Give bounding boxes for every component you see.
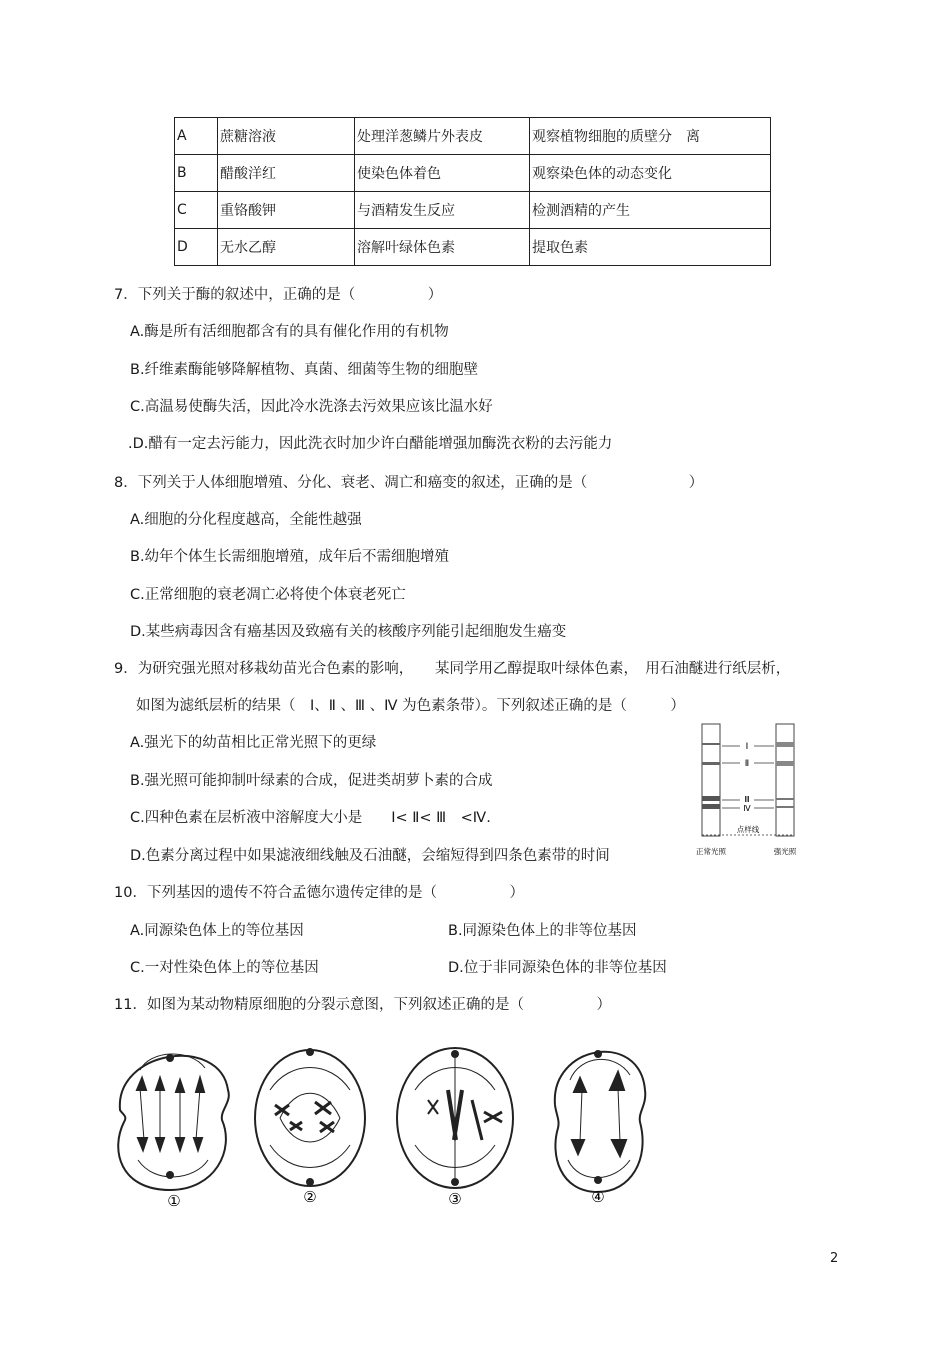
band-label-2: Ⅱ	[744, 759, 750, 769]
question-7-stem: 7．下列关于酶的叙述中，正确的是（ ）	[114, 287, 443, 303]
origin-line-label: 点样线	[736, 825, 760, 834]
table-cell: 与酒精发生反应	[355, 192, 530, 229]
question-10-option-a: A.同源染色体上的等位基因	[130, 923, 304, 939]
question-7-option-b: B.纤维素酶能够降解植物、真菌、细菌等生物的细胞壁	[130, 362, 479, 378]
cell-division-figure	[110, 1030, 650, 1210]
question-9-stem-line1: 9．为研究强光照对移栽幼苗光合色素的影响， 某同学用乙醇提取叶绿体色素， 用石油醚进行纸层析，	[114, 661, 791, 677]
question-7-option-a: A.酶是所有活细胞都含有的具有催化作用的有机物	[130, 324, 449, 340]
page-number: 2	[830, 1251, 839, 1266]
table-row	[175, 118, 771, 155]
question-7-option-d: .D.醋有一定去污能力，因此洗衣时加少许白醋能增强加酶洗衣粉的去污能力	[128, 436, 613, 452]
question-9-option-b: B.强光照可能抑制叶绿素的合成，促进类胡萝卜素的合成	[130, 773, 493, 789]
table-cell: 观察染色体的动态变化	[530, 155, 771, 192]
strip-strong-light	[776, 724, 794, 836]
band-label-4: Ⅳ	[743, 804, 751, 813]
question-9-option-d: D.色素分离过程中如果滤液细线触及石油醚，会缩短得到四条色素带的时间	[130, 848, 610, 864]
question-8-option-a: A.细胞的分化程度越高，全能性越强	[130, 512, 362, 528]
question-10-option-c: C.一对性染色体上的等位基因	[130, 960, 319, 976]
question-10-option-d: D.位于非同源染色体的非等位基因	[448, 960, 667, 976]
cell-3-drawing	[397, 1048, 513, 1188]
question-8-option-d: D.某些病毒因含有癌基因及致癌有关的核酸序列能引起细胞发生癌变	[130, 624, 567, 640]
table-cell: D	[175, 229, 218, 266]
question-8-stem: 8．下列关于人体细胞增殖、分化、衰老、凋亡和癌变的叙述，正确的是（ ）	[114, 475, 704, 491]
table-cell: 检测酒精的产生	[530, 192, 771, 229]
table-cell: 溶解叶绿体色素	[355, 229, 530, 266]
cell-label-2: ②	[303, 1188, 317, 1206]
question-9-option-c: C.四种色素在层析液中溶解度大小是 Ⅰ< Ⅱ< Ⅲ <Ⅳ.	[130, 810, 491, 826]
table-cell-text: 观察植物细胞的质壁分	[532, 129, 672, 145]
table-cell: 重铬酸钾	[218, 192, 355, 229]
table-cell: A	[175, 118, 218, 155]
table-cell: 无水乙醇	[218, 229, 355, 266]
question-9-stem-line2: 如图为滤纸层析的结果（ Ⅰ、Ⅱ 、Ⅲ 、Ⅳ 为色素条带）。下列叙述正确的是（ ）	[136, 698, 685, 714]
cell-label-1: ①	[167, 1192, 181, 1210]
table-cell: 处理洋葱鳞片外表皮	[355, 118, 530, 155]
cell-2-drawing	[255, 1049, 365, 1186]
question-10-stem: 10．下列基因的遗传不符合孟德尔遗传定律的是（ ）	[114, 885, 524, 901]
table-cell: B	[175, 155, 218, 192]
cell-1-drawing	[118, 1054, 229, 1190]
normal-light-caption: 正常光照	[696, 847, 726, 856]
strip-normal-light	[702, 724, 720, 836]
table-cell: C	[175, 192, 218, 229]
chromatography-figure	[696, 718, 811, 863]
experiment-table	[174, 117, 771, 266]
strong-light-caption: 强光照	[773, 847, 797, 856]
table-cell: 蔗糖溶液	[218, 118, 355, 155]
cell-label-4: ④	[591, 1188, 605, 1206]
question-9-option-a: A.强光下的幼苗相比正常光照下的更绿	[130, 735, 377, 751]
table-cell: 醋酸洋红	[218, 155, 355, 192]
band-label-3: Ⅲ	[744, 795, 750, 804]
question-7-option-c: C.高温易使酶失活，因此冷水洗涤去污效果应该比温水好	[130, 399, 493, 415]
cell-label-3: ③	[448, 1190, 462, 1208]
table-row	[175, 229, 771, 266]
band-label-1: Ⅰ	[745, 742, 749, 752]
question-8-option-c: C.正常细胞的衰老凋亡必将使个体衰老死亡	[130, 587, 406, 603]
table-cell: 使染色体着色	[355, 155, 530, 192]
cell-4-drawing	[555, 1051, 645, 1192]
table-cell: 提取色素	[530, 229, 771, 266]
table-cell	[530, 118, 771, 155]
table-row	[175, 155, 771, 192]
question-10-option-b: B.同源染色体上的非等位基因	[448, 923, 637, 939]
table-row	[175, 192, 771, 229]
question-8-option-b: B.幼年个体生长需细胞增殖，成年后不需细胞增殖	[130, 549, 450, 565]
question-11-stem: 11．如图为某动物精原细胞的分裂示意图，下列叙述正确的是（ ）	[114, 997, 611, 1013]
table-cell-text-tail: 离	[686, 129, 700, 145]
